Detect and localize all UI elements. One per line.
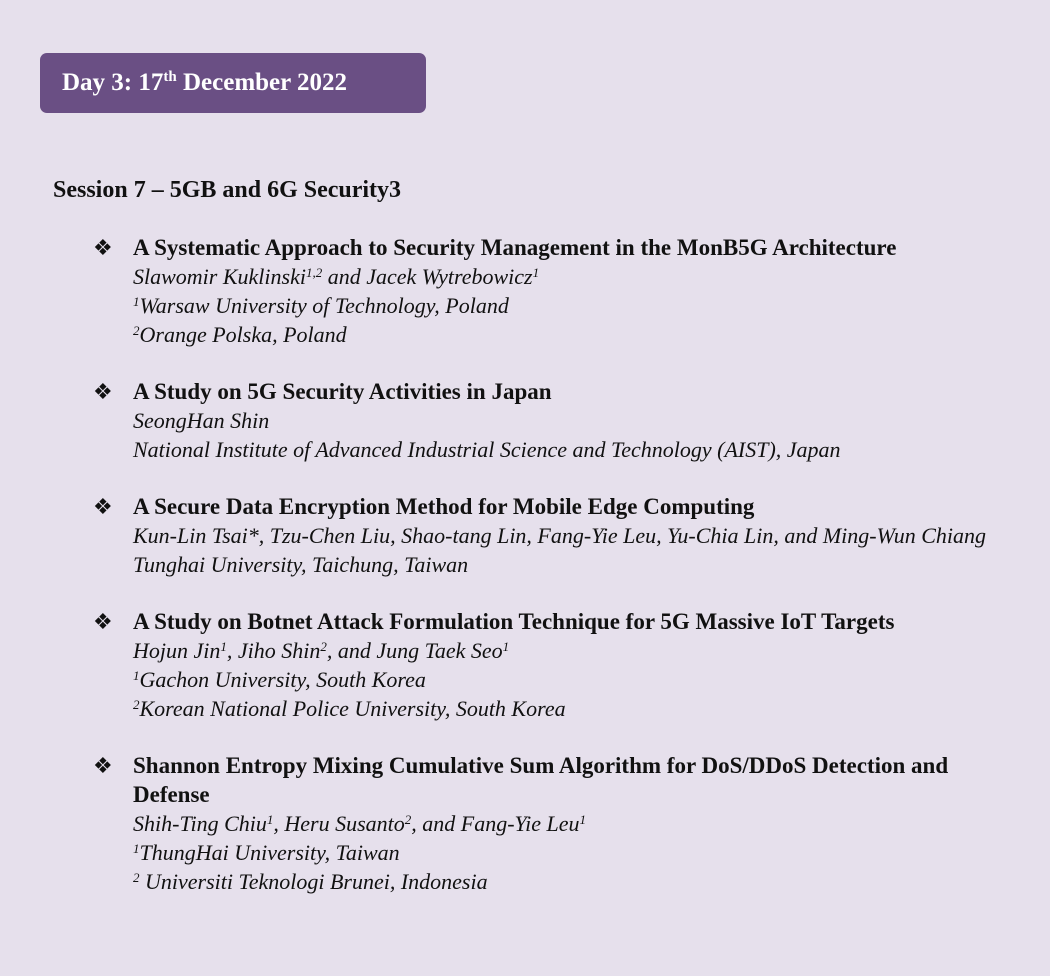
line-text: Shih-Ting Chiu [133,811,267,836]
affiliation-marker: 1 [133,668,140,683]
paper-authors [133,809,1013,838]
day-banner-ordinal-suffix: th [163,69,177,85]
affiliation-marker: 2 [133,323,140,338]
paper-list [0,233,1050,924]
paper-affiliation [133,665,1013,694]
line-text: , and Fang-Yie Leu [411,811,580,836]
diamond-bullet-icon: ❖ [93,610,113,635]
paper-affiliation [133,694,1013,723]
diamond-bullet-icon: ❖ [93,236,113,261]
line-text: Warsaw University of Technology, Poland [139,293,509,318]
affiliation-marker: 1,2 [305,265,323,280]
affiliation-marker: 1 [266,812,274,827]
affiliation-marker: 2 [133,697,140,712]
line-text: Hojun Jin [133,638,221,663]
affiliation-marker: 1 [532,265,540,280]
line-text: National Institute of Advanced Industrial Science and Technology (AIST), Japan [133,437,841,462]
line-text: Korean National Police University, South Korea [139,696,566,721]
paper-title: A Study on 5G Security Activities in Japan [133,379,552,404]
paper-title: A Study on Botnet Attack Formulation Technique for 5G Massive IoT Targets [133,609,895,634]
paper-item [0,377,1050,464]
line-text: Universiti Teknologi Brunei, Indonesia [139,869,488,894]
affiliation-marker: 2 [133,870,140,885]
paper-affiliation [133,291,1013,320]
line-text: ThungHai University, Taiwan [139,840,400,865]
affiliation-marker: 1 [220,639,227,654]
paper-affiliation [133,320,1013,349]
affiliation-marker: 1 [579,812,586,827]
day-banner [40,53,426,113]
diamond-bullet-icon: ❖ [93,754,113,779]
paper-body [133,751,1013,896]
line-text: Kun-Lin Tsai*, Tzu-Chen Liu, Shao-tang Lin, Fang-Yie Leu, Yu-Chia Lin, and Ming-Wun Chiang [133,523,987,548]
paper-authors [133,521,1013,550]
paper-body [133,607,1013,723]
paper-item [0,751,1050,896]
affiliation-marker: 1 [133,841,140,856]
paper-body [133,377,1013,464]
diamond-bullet-icon: ❖ [93,495,113,520]
line-text: Tunghai University, Taichung, Taiwan [133,552,469,577]
paper-affiliation [133,838,1013,867]
paper-title: A Secure Data Encryption Method for Mobile Edge Computing [133,494,755,519]
line-text: Orange Polska, Poland [139,322,347,347]
paper-authors [133,636,1013,665]
affiliation-marker: 2 [404,812,412,827]
line-text: , and Jung Taek Seo [326,638,503,663]
day-banner-prefix: Day 3: 17 [62,69,164,96]
line-text: Slawomir Kuklinski [133,264,306,289]
day-banner-date-rest: December 2022 [176,69,348,96]
session-title: Session 7 – 5GB and 6G Security3 [53,177,402,203]
paper-affiliation [133,550,1013,579]
line-text: , Heru Susanto [273,811,405,836]
diamond-bullet-icon: ❖ [93,380,113,405]
paper-authors [133,406,1013,435]
paper-title: Shannon Entropy Mixing Cumulative Sum Algorithm for DoS/DDoS Detection and Defense [133,753,949,807]
paper-item [0,233,1050,349]
paper-item [0,607,1050,723]
affiliation-marker: 1 [502,639,510,654]
paper-affiliation [133,867,1013,896]
affiliation-marker: 2 [320,639,327,654]
affiliation-marker: 1 [133,294,140,309]
paper-body [133,492,1013,579]
line-text: SeongHan Shin [133,408,270,433]
line-text: and Jacek Wytrebowicz [322,264,533,289]
paper-affiliation [133,435,1013,464]
paper-item [0,492,1050,579]
paper-title: A Systematic Approach to Security Management in the MonB5G Architecture [133,235,897,260]
line-text: Gachon University, South Korea [139,667,426,692]
line-text: , Jiho Shin [226,638,321,663]
paper-body [133,233,1013,349]
paper-authors [133,262,1013,291]
